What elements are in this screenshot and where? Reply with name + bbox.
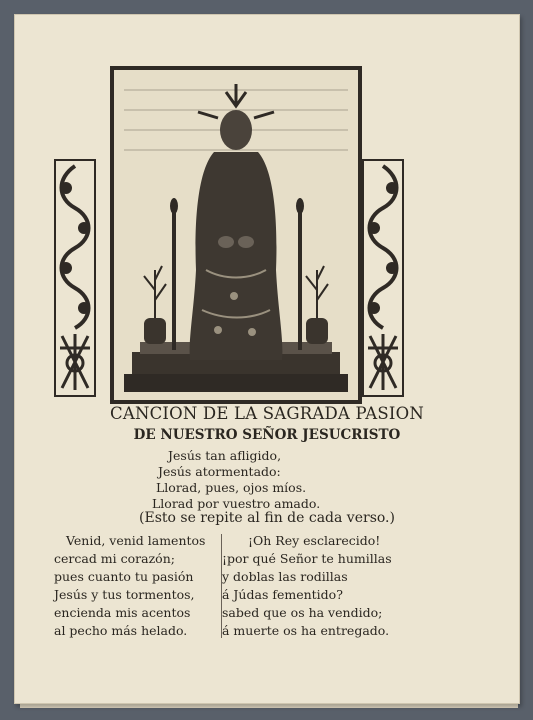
song-subtitle: DE NUESTRO SEÑOR JESUCRISTO <box>133 427 401 443</box>
verse-right-column <box>222 532 414 640</box>
woodcut-illustration <box>110 66 362 404</box>
verse-line: ¡por qué Señor te humillas <box>222 551 392 566</box>
refrain-line: Llorad, pues, ojos míos. <box>156 480 307 495</box>
verse-line: y doblas las rodillas <box>222 569 348 584</box>
verse-line: sabed que os ha vendido; <box>222 605 383 620</box>
verse-line: encienda mis acentos <box>54 605 191 620</box>
refrain-line: Llorad por vuestro amado. <box>152 496 321 511</box>
verse-left-column <box>54 532 224 640</box>
verse-line: Venid, venid lamentos <box>66 533 206 548</box>
verse-line: pues cuanto tu pasión <box>54 569 194 584</box>
refrain-line: Jesús atormentado: <box>158 464 281 479</box>
verse-line: Jesús y tus tormentos, <box>54 587 195 602</box>
verse-line: á Júdas fementido? <box>222 587 343 602</box>
right-ornament-border <box>360 158 406 398</box>
verse-line: ¡Oh Rey esclarecido! <box>248 533 381 548</box>
refrain <box>152 448 392 512</box>
verse-line: á muerte os ha entregado. <box>222 623 390 638</box>
verse-line: al pecho más helado. <box>54 623 188 638</box>
refrain-line: Jesús tan afligido, <box>168 448 282 463</box>
repeat-note: (Esto se repite al fin de cada verso.) <box>139 510 395 526</box>
song-title: CANCION DE LA SAGRADA PASION <box>110 404 424 423</box>
printed-sheet <box>14 14 520 704</box>
left-ornament-border <box>52 158 98 398</box>
verse-line: cercad mi corazón; <box>54 551 175 566</box>
